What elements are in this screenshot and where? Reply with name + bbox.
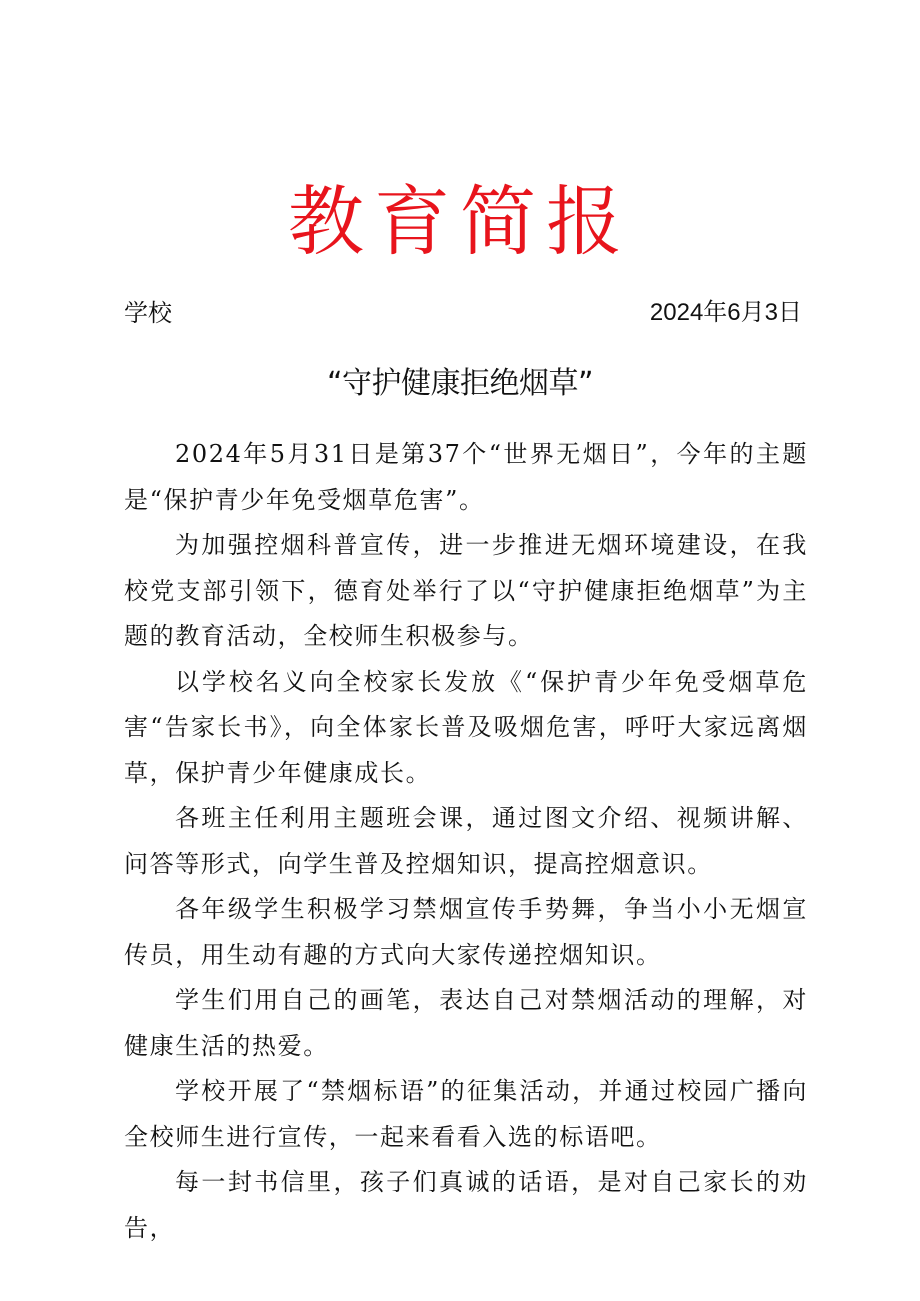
paragraph: 各年级学生积极学习禁烟宣传手势舞，争当小小无烟宣传员，用生动有趣的方式向大家传递控烟知识。	[124, 895, 808, 969]
article-body	[124, 432, 808, 1251]
paragraph: 以学校名义向全校家长发放《“保护青少年免受烟草危害“告家长书》，向全体家长普及吸烟危害，呼吁大家远离烟草，保护青少年健康成长。	[124, 667, 808, 787]
paragraph: 为加强控烟科普宣传，进一步推进无烟环境建设，在我校党支部引领下，德育处举行了以“守护健康拒绝烟草”为主题的教育活动，全校师生积极参与。	[124, 531, 808, 650]
article-headline: “守护健康拒绝烟草”	[326, 366, 594, 401]
issue-date: 2024年6月3日	[649, 299, 802, 326]
meta-row	[124, 295, 804, 331]
masthead-title: 教育简报	[288, 177, 632, 266]
school-name: 学校	[124, 299, 172, 327]
paragraph: 每一封书信里，孩子们真诚的话语，是对自己家长的劝告，	[124, 1168, 808, 1242]
paragraph: 各班主任利用主题班会课，通过图文介绍、视频讲解、问答等形式，向学生普及控烟知识，提高控烟意识。	[124, 804, 808, 878]
paragraph: 2024年5月31日是第37个“世界无烟日”，今年的主题是“保护青少年免受烟草危害”。	[124, 440, 808, 514]
paragraph: 学生们用自己的画笔，表达自己对禁烟活动的理解，对健康生活的热爱。	[124, 986, 808, 1060]
paragraph: 学校开展了“禁烟标语”的征集活动，并通过校园广播向全校师生进行宣传，一起来看看入选的标语吧。	[124, 1077, 808, 1151]
